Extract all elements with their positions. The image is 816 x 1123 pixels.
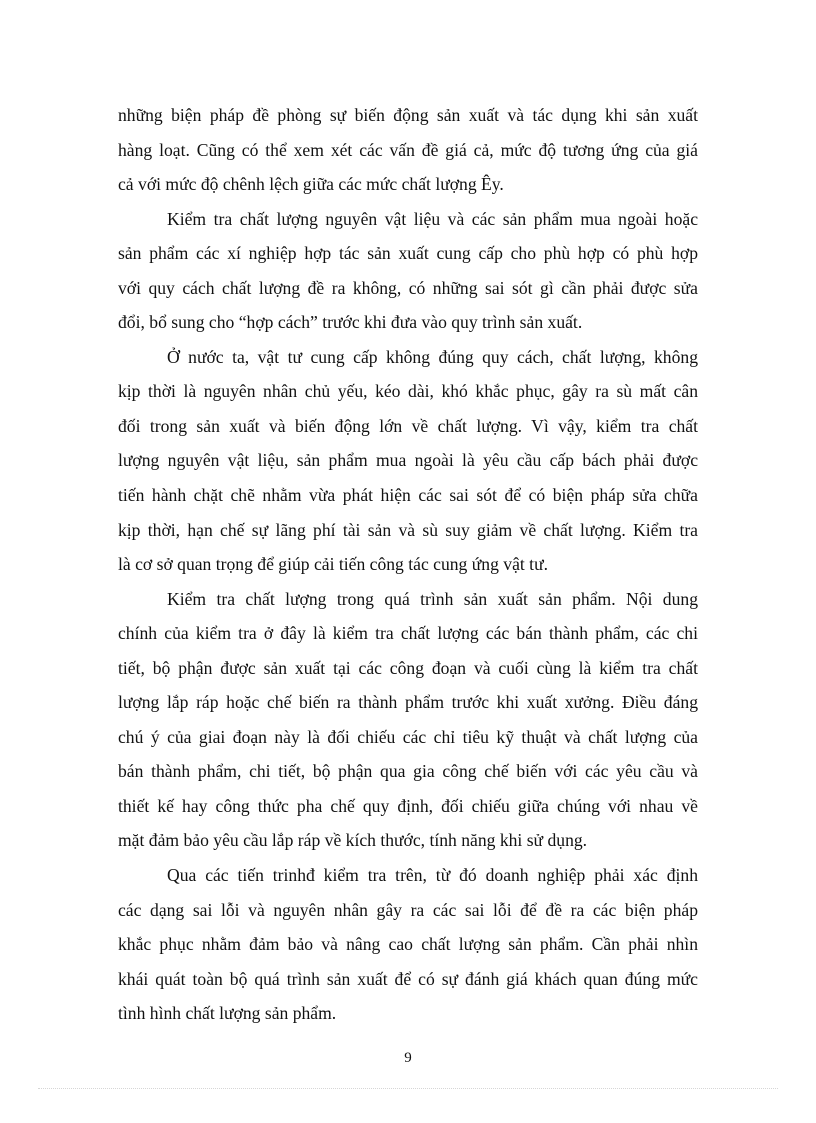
text-line: chính của kiểm tra ở đây là kiểm tra chất lượng các bán thành phẩm, các chi bbox=[118, 623, 698, 644]
text-line: khắc phục nhằm đảm bảo và nâng cao chất lượng sản phẩm. Cần phải nhìn bbox=[118, 934, 698, 955]
text-line: tình hình chất lượng sản phẩm. bbox=[118, 1003, 337, 1024]
text-line: lượng lắp ráp hoặc chế biến ra thành phẩm trước khi xuất xưởng. Điều đáng bbox=[118, 692, 698, 713]
text-line: đổi, bổ sung cho “hợp cách” trước khi đưa vào quy trình sản xuất. bbox=[118, 312, 583, 333]
text-line: sản phẩm các xí nghiệp hợp tác sản xuất cung cấp cho phù hợp có phù hợp bbox=[118, 243, 698, 264]
text-line: bán thành phẩm, chi tiết, bộ phận qua gia công chế biến với các yêu cầu và bbox=[118, 761, 698, 782]
text-line: kịp thời là nguyên nhân chủ yếu, kéo dài, khó khắc phục, gây ra sù mất cân bbox=[118, 381, 698, 402]
text-line: thiết kế hay công thức pha chế quy định, đối chiếu giữa chúng với nhau về bbox=[118, 795, 698, 816]
text-line: khái quát toàn bộ quá trình sản xuất để có sự đánh giá khách quan đúng mức bbox=[118, 968, 698, 989]
page-number: 9 bbox=[404, 1050, 412, 1066]
paragraph-first-line: Ở nước ta, vật tư cung cấp không đúng quy cách, chất lượng, không bbox=[167, 346, 698, 367]
text-line: cả với mức độ chênh lệch giữa các mức chất lượng Êy. bbox=[118, 174, 504, 195]
text-line: là cơ sở quan trọng để giúp cải tiến công tác cung ứng vật tư. bbox=[118, 554, 548, 575]
text-line: tiết, bộ phận được sản xuất tại các công đoạn và cuối cùng là kiểm tra chất bbox=[118, 657, 698, 678]
text-line: các dạng sai lỗi và nguyên nhân gây ra các sai lỗi để đề ra các biện pháp bbox=[118, 899, 698, 920]
paragraph-first-line: Kiểm tra chất lượng nguyên vật liệu và các sản phẩm mua ngoài hoặc bbox=[167, 208, 698, 229]
text-line: chú ý của giai đoạn này là đối chiếu các chỉ tiêu kỹ thuật và chất lượng của bbox=[118, 726, 698, 747]
text-line: mặt đảm bảo yêu cầu lắp ráp về kích thước, tính năng khi sử dụng. bbox=[118, 830, 588, 851]
text-line: đối trong sản xuất và biến động lớn về chất lượng. Vì vậy, kiểm tra chất bbox=[118, 415, 698, 436]
text-line: hàng loạt. Cũng có thể xem xét các vấn đề giá cả, mức độ tương ứng của giá bbox=[118, 139, 698, 160]
paragraph-first-line: Kiểm tra chất lượng trong quá trình sản xuất sản phẩm. Nội dung bbox=[167, 588, 698, 609]
text-line: tiến hành chặt chẽ nhằm vừa phát hiện các sai sót để có biện pháp sửa chữa bbox=[118, 485, 698, 506]
text-line: với quy cách chất lượng đề ra không, có những sai sót gì cần phải được sửa bbox=[118, 277, 698, 298]
paragraph-first-line: Qua các tiến trinhđ kiểm tra trên, từ đó doanh nghiệp phải xác định bbox=[167, 865, 698, 886]
body-text bbox=[118, 98, 698, 1031]
text-line: lượng nguyên vật liệu, sản phẩm mua ngoài là yêu cầu cấp bách phải được bbox=[118, 450, 698, 471]
text-line: kịp thời, hạn chế sự lãng phí tài sản và sù suy giảm về chất lượng. Kiểm tra bbox=[118, 519, 698, 540]
page-border-divider bbox=[38, 1088, 778, 1089]
text-line: những biện pháp đề phòng sự biến động sản xuất và tác dụng khi sản xuất bbox=[118, 105, 698, 125]
